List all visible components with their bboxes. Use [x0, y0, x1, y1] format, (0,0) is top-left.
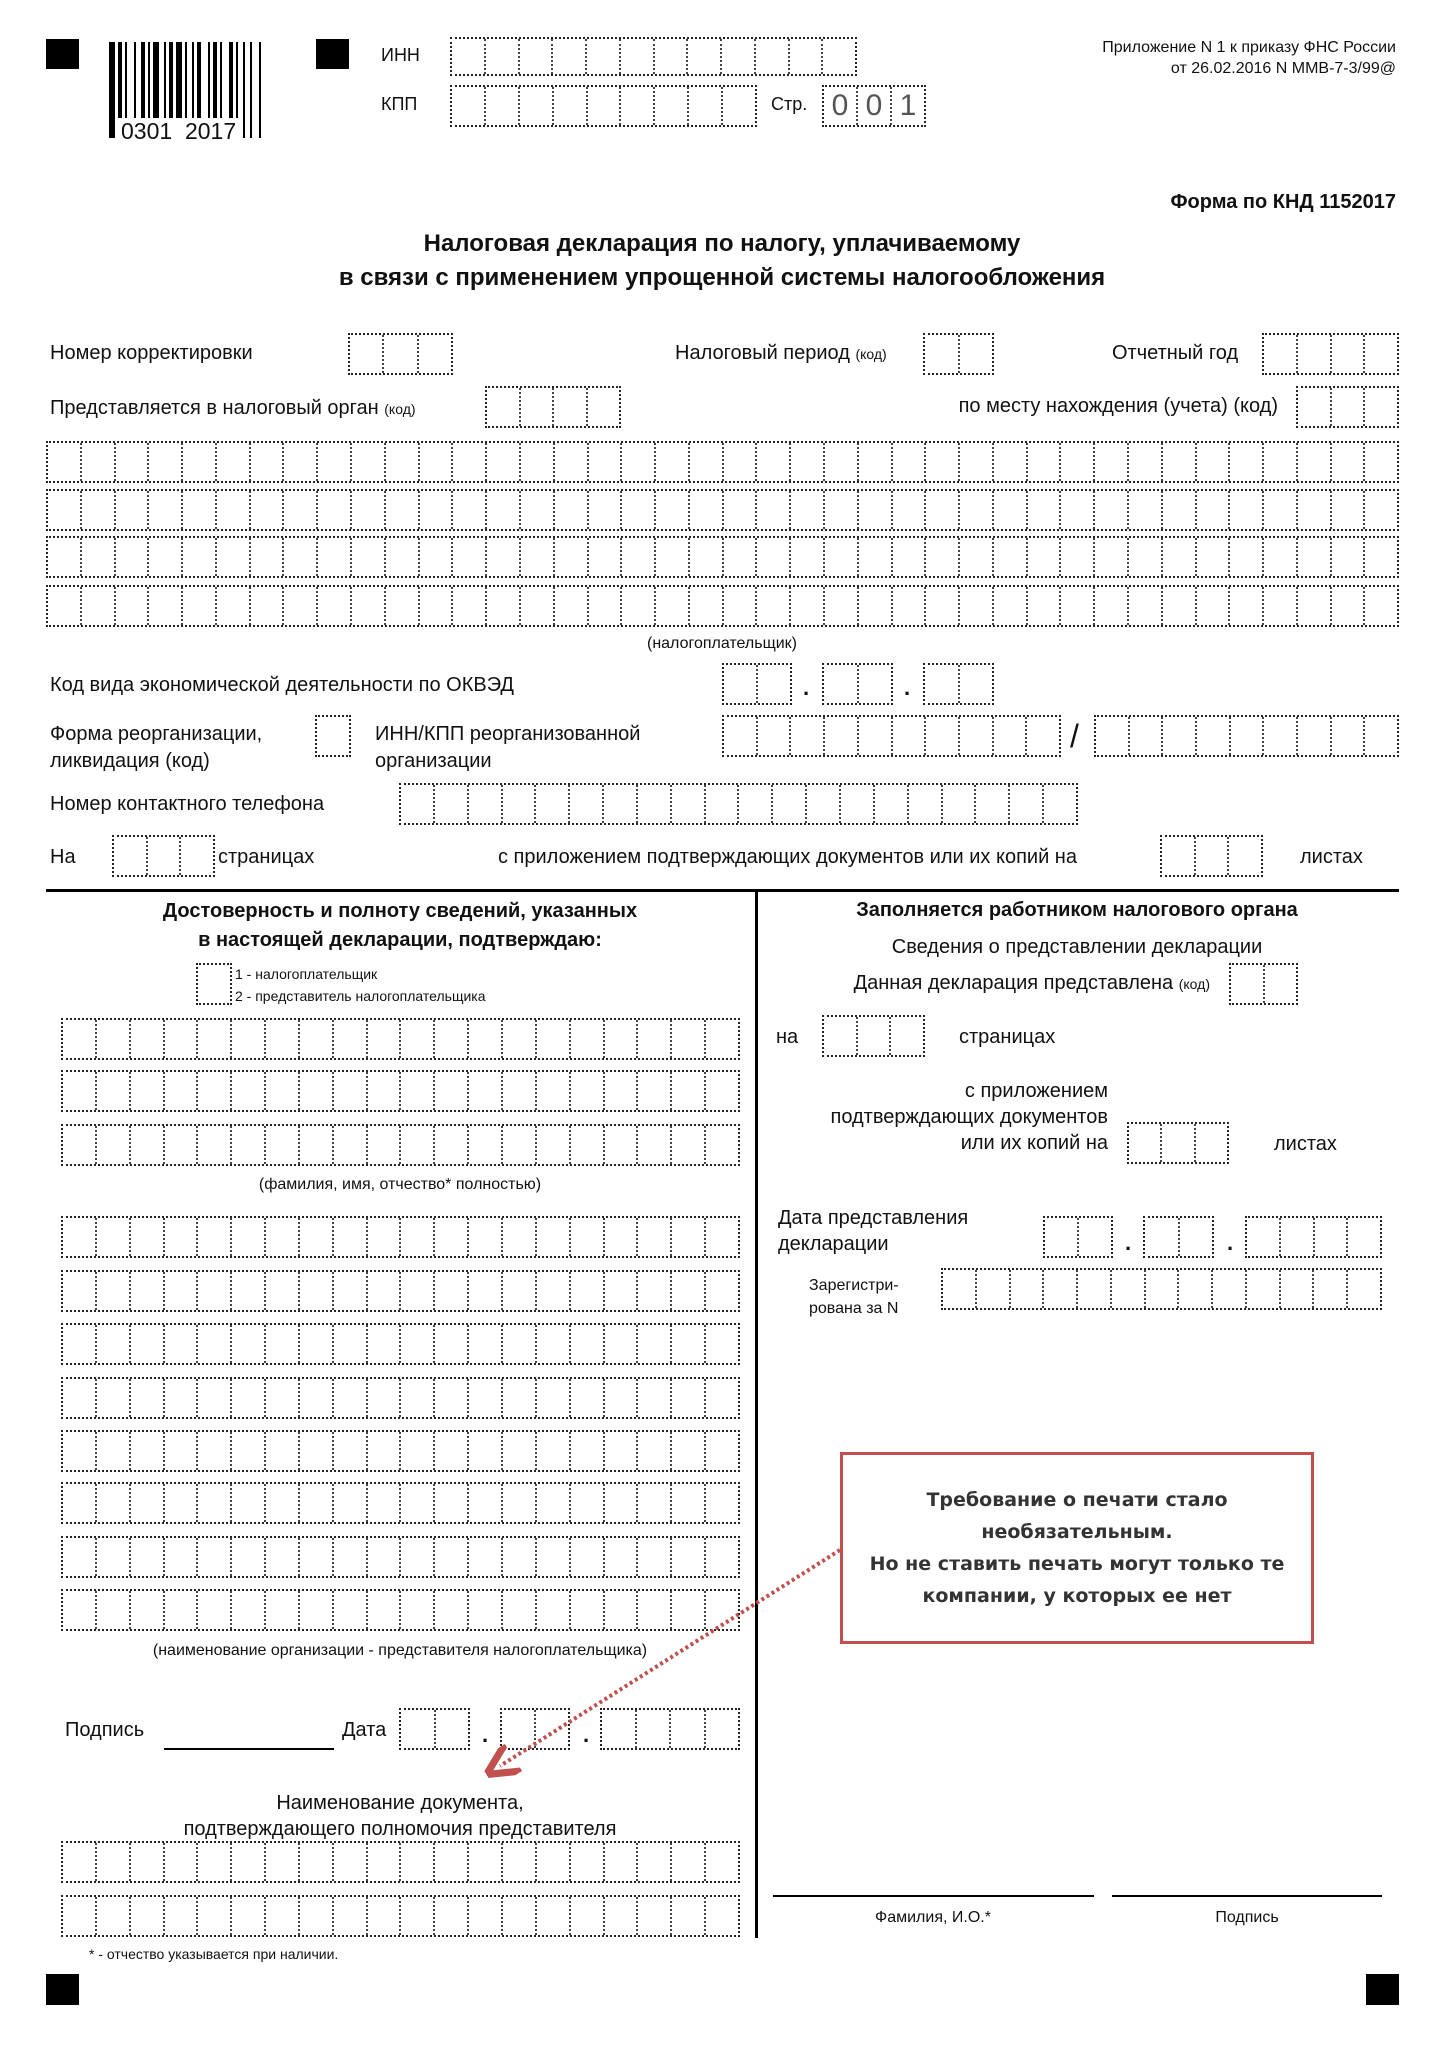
- annotation-line: Требование о печати стало: [926, 1489, 1228, 1511]
- okved-dot: .: [803, 675, 810, 700]
- title-line-1: Налоговая декларация по налогу, уплачиваемому: [423, 230, 1021, 257]
- okved-dot: .: [904, 675, 911, 700]
- confirm-heading-2: в настоящей декларации, подтверждаю:: [198, 929, 602, 951]
- char-cell[interactable]: 0: [824, 87, 858, 125]
- sheets-label: листах: [1300, 846, 1363, 868]
- appendix-line-2: от 26.02.2016 N ММВ-7-3/99@: [1170, 60, 1396, 77]
- registered-label-2: рована за N: [809, 1300, 899, 1317]
- code-suffix: (код): [1178, 976, 1210, 992]
- on-label: На: [50, 846, 76, 868]
- char-cell[interactable]: 0: [858, 87, 892, 125]
- annotation-line: Но не ставить печать могут только те: [869, 1553, 1285, 1575]
- date-dot: .: [1227, 1230, 1234, 1255]
- correction-number-label: Номер корректировки: [50, 342, 253, 364]
- taxpayer-caption: (налогоплательщик): [646, 635, 798, 652]
- date-dot: .: [482, 1722, 489, 1747]
- annotation-line: необязательным.: [981, 1521, 1173, 1543]
- reorg-label-2: ликвидация (код): [50, 750, 210, 772]
- doc-heading-1: Наименование документа,: [276, 1792, 524, 1814]
- kpp-label: КПП: [381, 94, 418, 114]
- submission-subheading: Сведения о представлении декларации: [891, 936, 1263, 958]
- fio-label: Фамилия, И.О.*: [875, 1909, 991, 1926]
- annotation-callout: [840, 1452, 1314, 1644]
- org-caption: (наименование организации - представителя налогоплательщика): [152, 1642, 648, 1659]
- code-suffix: (код): [384, 401, 416, 417]
- form-code: Форма по КНД 1152017: [1170, 191, 1396, 213]
- signature-label: Подпись: [1215, 1909, 1279, 1926]
- fio-caption: (фамилия, имя, отчество* полностью): [258, 1176, 542, 1193]
- registered-label-1: Зарегистри-: [809, 1277, 899, 1294]
- title-line-2: в связи с применением упрощенной системы налогообложения: [338, 264, 1106, 291]
- date-dot: .: [583, 1722, 590, 1747]
- doc-heading-2: подтверждающего полномочия представителя: [183, 1818, 617, 1840]
- date-dot: .: [1125, 1230, 1132, 1255]
- inn-label: ИНН: [381, 45, 420, 65]
- code-suffix: (код): [855, 346, 887, 362]
- on-label: на: [776, 1026, 799, 1048]
- report-year-label: Отчетный год: [1112, 342, 1239, 364]
- signature-label: Подпись: [65, 1719, 145, 1741]
- option-representative: 2 - представитель налогоплательщика: [235, 988, 486, 1004]
- phone-label: Номер контактного телефона: [50, 793, 325, 815]
- reorg-inn-label-2: организации: [375, 750, 492, 772]
- attach-line-3: или их копий на: [960, 1132, 1108, 1154]
- attachments-label: с приложением подтверждающих документов или их копий на: [498, 846, 1077, 868]
- submission-date-label-2: декларации: [778, 1233, 889, 1255]
- tax-period-text: Налоговый период: [675, 342, 850, 364]
- confirm-heading-1: Достоверность и полноту сведений, указанных: [162, 900, 638, 922]
- char-cell[interactable]: 1: [899, 89, 917, 122]
- reorg-inn-label-1: ИНН/КПП реорганизованной: [375, 723, 641, 745]
- page-label: Стр.: [771, 94, 808, 114]
- location-label: по месту нахождения (учета) (код): [958, 395, 1278, 417]
- attach-line-1: с приложением: [964, 1080, 1108, 1102]
- tax-authority-text: Представляется в налоговый орган: [50, 397, 379, 419]
- authority-heading: Заполняется работником налогового органа: [856, 899, 1298, 921]
- reorg-label-1: Форма реорганизации,: [50, 723, 263, 745]
- annotation-line: компании, у которых ее нет: [922, 1585, 1232, 1607]
- submitted-text: Данная декларация представлена: [853, 972, 1174, 994]
- sheets-label: листах: [1274, 1133, 1337, 1155]
- okved-label: Код вида экономической деятельности по ОКВЭД: [50, 674, 514, 696]
- footnote: * - отчество указывается при наличии.: [89, 1946, 339, 1962]
- option-taxpayer: 1 - налогоплательщик: [235, 966, 378, 982]
- submission-date-label-1: Дата представления: [778, 1207, 969, 1229]
- pages-label: страницах: [218, 846, 315, 868]
- slash-separator: /: [1070, 718, 1079, 754]
- attach-line-2: подтверждающих документов: [830, 1106, 1108, 1128]
- barcode-number: 0301 2017: [118, 118, 239, 145]
- date-label: Дата: [342, 1719, 387, 1741]
- pages-label: страницах: [959, 1026, 1056, 1048]
- appendix-line-1: Приложение N 1 к приказу ФНС России: [1102, 39, 1396, 56]
